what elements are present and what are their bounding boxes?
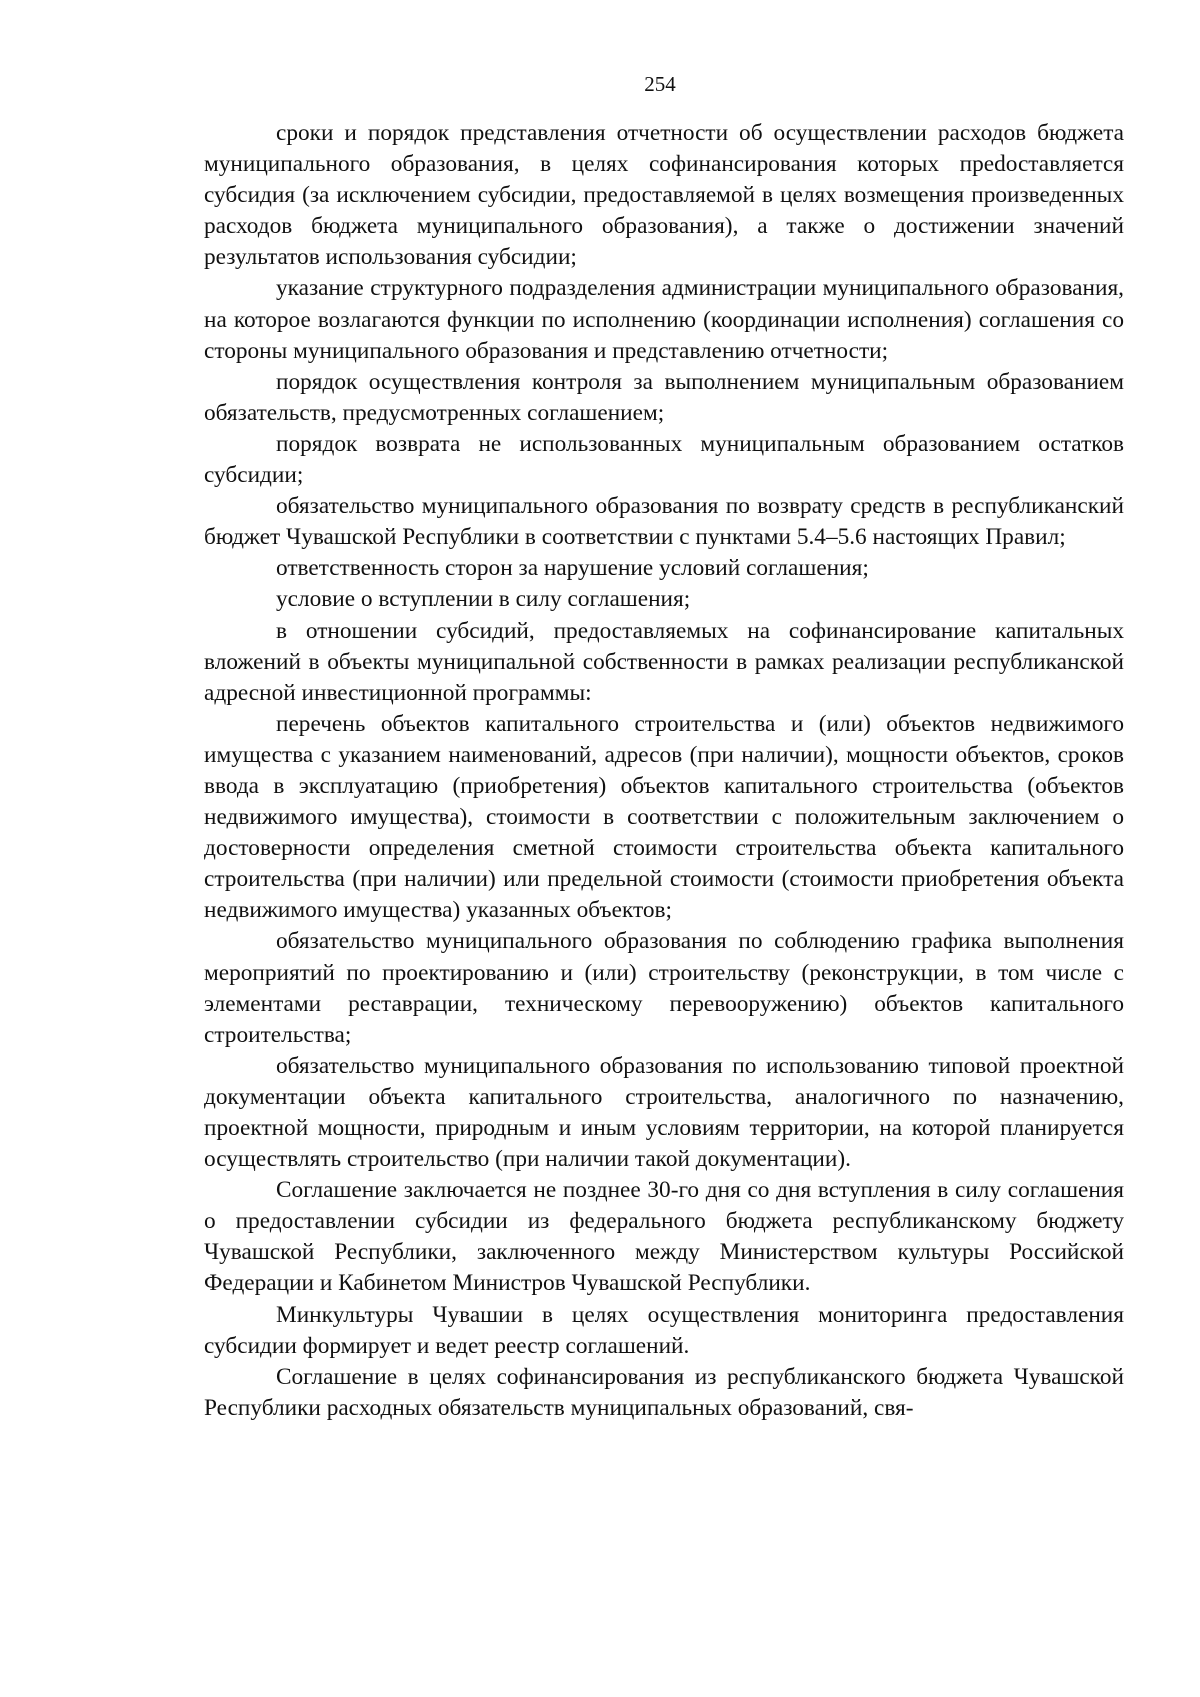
paragraph-liability: ответственность сторон за нарушение условий соглашения; bbox=[276, 555, 869, 582]
paragraph-reporting-terms: сроки и порядок представления отчетности об осуществлении расходов бюджета муниципального образования, в целях софинансирования которых преdоставляется субсидия (за исключением субсидии, предоставляемой в целях возмещения произведенных расходов бюджета муниципального образования), а также о достижении значений результатов использования субсидии; bbox=[204, 120, 1124, 271]
paragraph-entry-into-force: условие о вступлении в силу соглашения; bbox=[276, 586, 691, 613]
document-body bbox=[204, 118, 1124, 1424]
paragraph-structural-unit: указание структурного подразделения администрации муниципального образования, на которое возлагаются функции по исполнению (координации исполнения) соглашения со стороны муниципального образования и представлению отчетности; bbox=[204, 275, 1124, 364]
paragraph-capital-investment-subsidies: в отношении субсидий, предоставляемых на софинансирование капитальных вложений в объекты муниципальной собственности в рамках реализации республиканской адресной инвестиционной программы: bbox=[204, 617, 1124, 706]
paragraph-return-procedure: порядок возврата не использованных муниципальным образованием остатков субсидии; bbox=[204, 430, 1124, 489]
paragraph-agreement-deadline: Соглашение заключается не позднее 30-го дня со дня вступления в силу соглашения о предоставлении субсидии из федерального бюджета республиканскому бюджету Чувашской Республики, заключенного между Министерством культуры Российской Федерации и Кабинетом Министров Чувашской Республики. bbox=[204, 1177, 1124, 1297]
paragraph-return-obligation: обязательство муниципального образования по возврату средств в республиканский бюджет Чувашской Республики в соответствии с пунктами 5.4–5.6 настоящих Правил; bbox=[204, 493, 1124, 551]
paragraph-schedule-obligation: обязательство муниципального образования по соблюдению графика выполнения мероприятий по проектированию и (или) строительству (реконструкции, в том числе с элементами реставрации, техническому перевооружению) объектов капитального строительства; bbox=[204, 928, 1124, 1048]
paragraph-control-procedure: порядок осуществления контроля за выполнением муниципальным образованием обязательств, предусмотренных соглашением; bbox=[204, 368, 1124, 426]
paragraph-object-list: перечень объектов капитального строительства и (или) объектов недвижимого имущества с указанием наименований, адресов (при наличии), мощности объектов, сроков ввода в эксплуатацию (приобретения) объектов капитального строительства (объектов недвижимого имущества), стоимости в соответствии с положительным заключением о достоверности определения сметной стоимости строительства объекта капитального строительства (при наличии) или предельной стоимости (стоимости приобретения объекта недвижимого имущества) указанных объектов; bbox=[204, 710, 1124, 924]
paragraph-agreement-registry: Минкультуры Чувашии в целях осуществления мониторинга предоставления субсидии формирует и ведет реестр соглашений. bbox=[204, 1301, 1124, 1359]
paragraph-cofinancing-agreement: Соглашение в целях софинансирования из республиканского бюджета Чувашской Республики расходных обязательств муниципальных образований, свя- bbox=[204, 1363, 1124, 1421]
page-number: 254 bbox=[644, 72, 676, 96]
paragraph-standard-design-obligation: обязательство муниципального образования по использованию типовой проектной документации объекта капитального строительства, аналогичного по назначению, проектной мощности, природным и иным условиям территории, на которой планируется осуществлять строительство (при наличии такой документации). bbox=[204, 1052, 1124, 1173]
